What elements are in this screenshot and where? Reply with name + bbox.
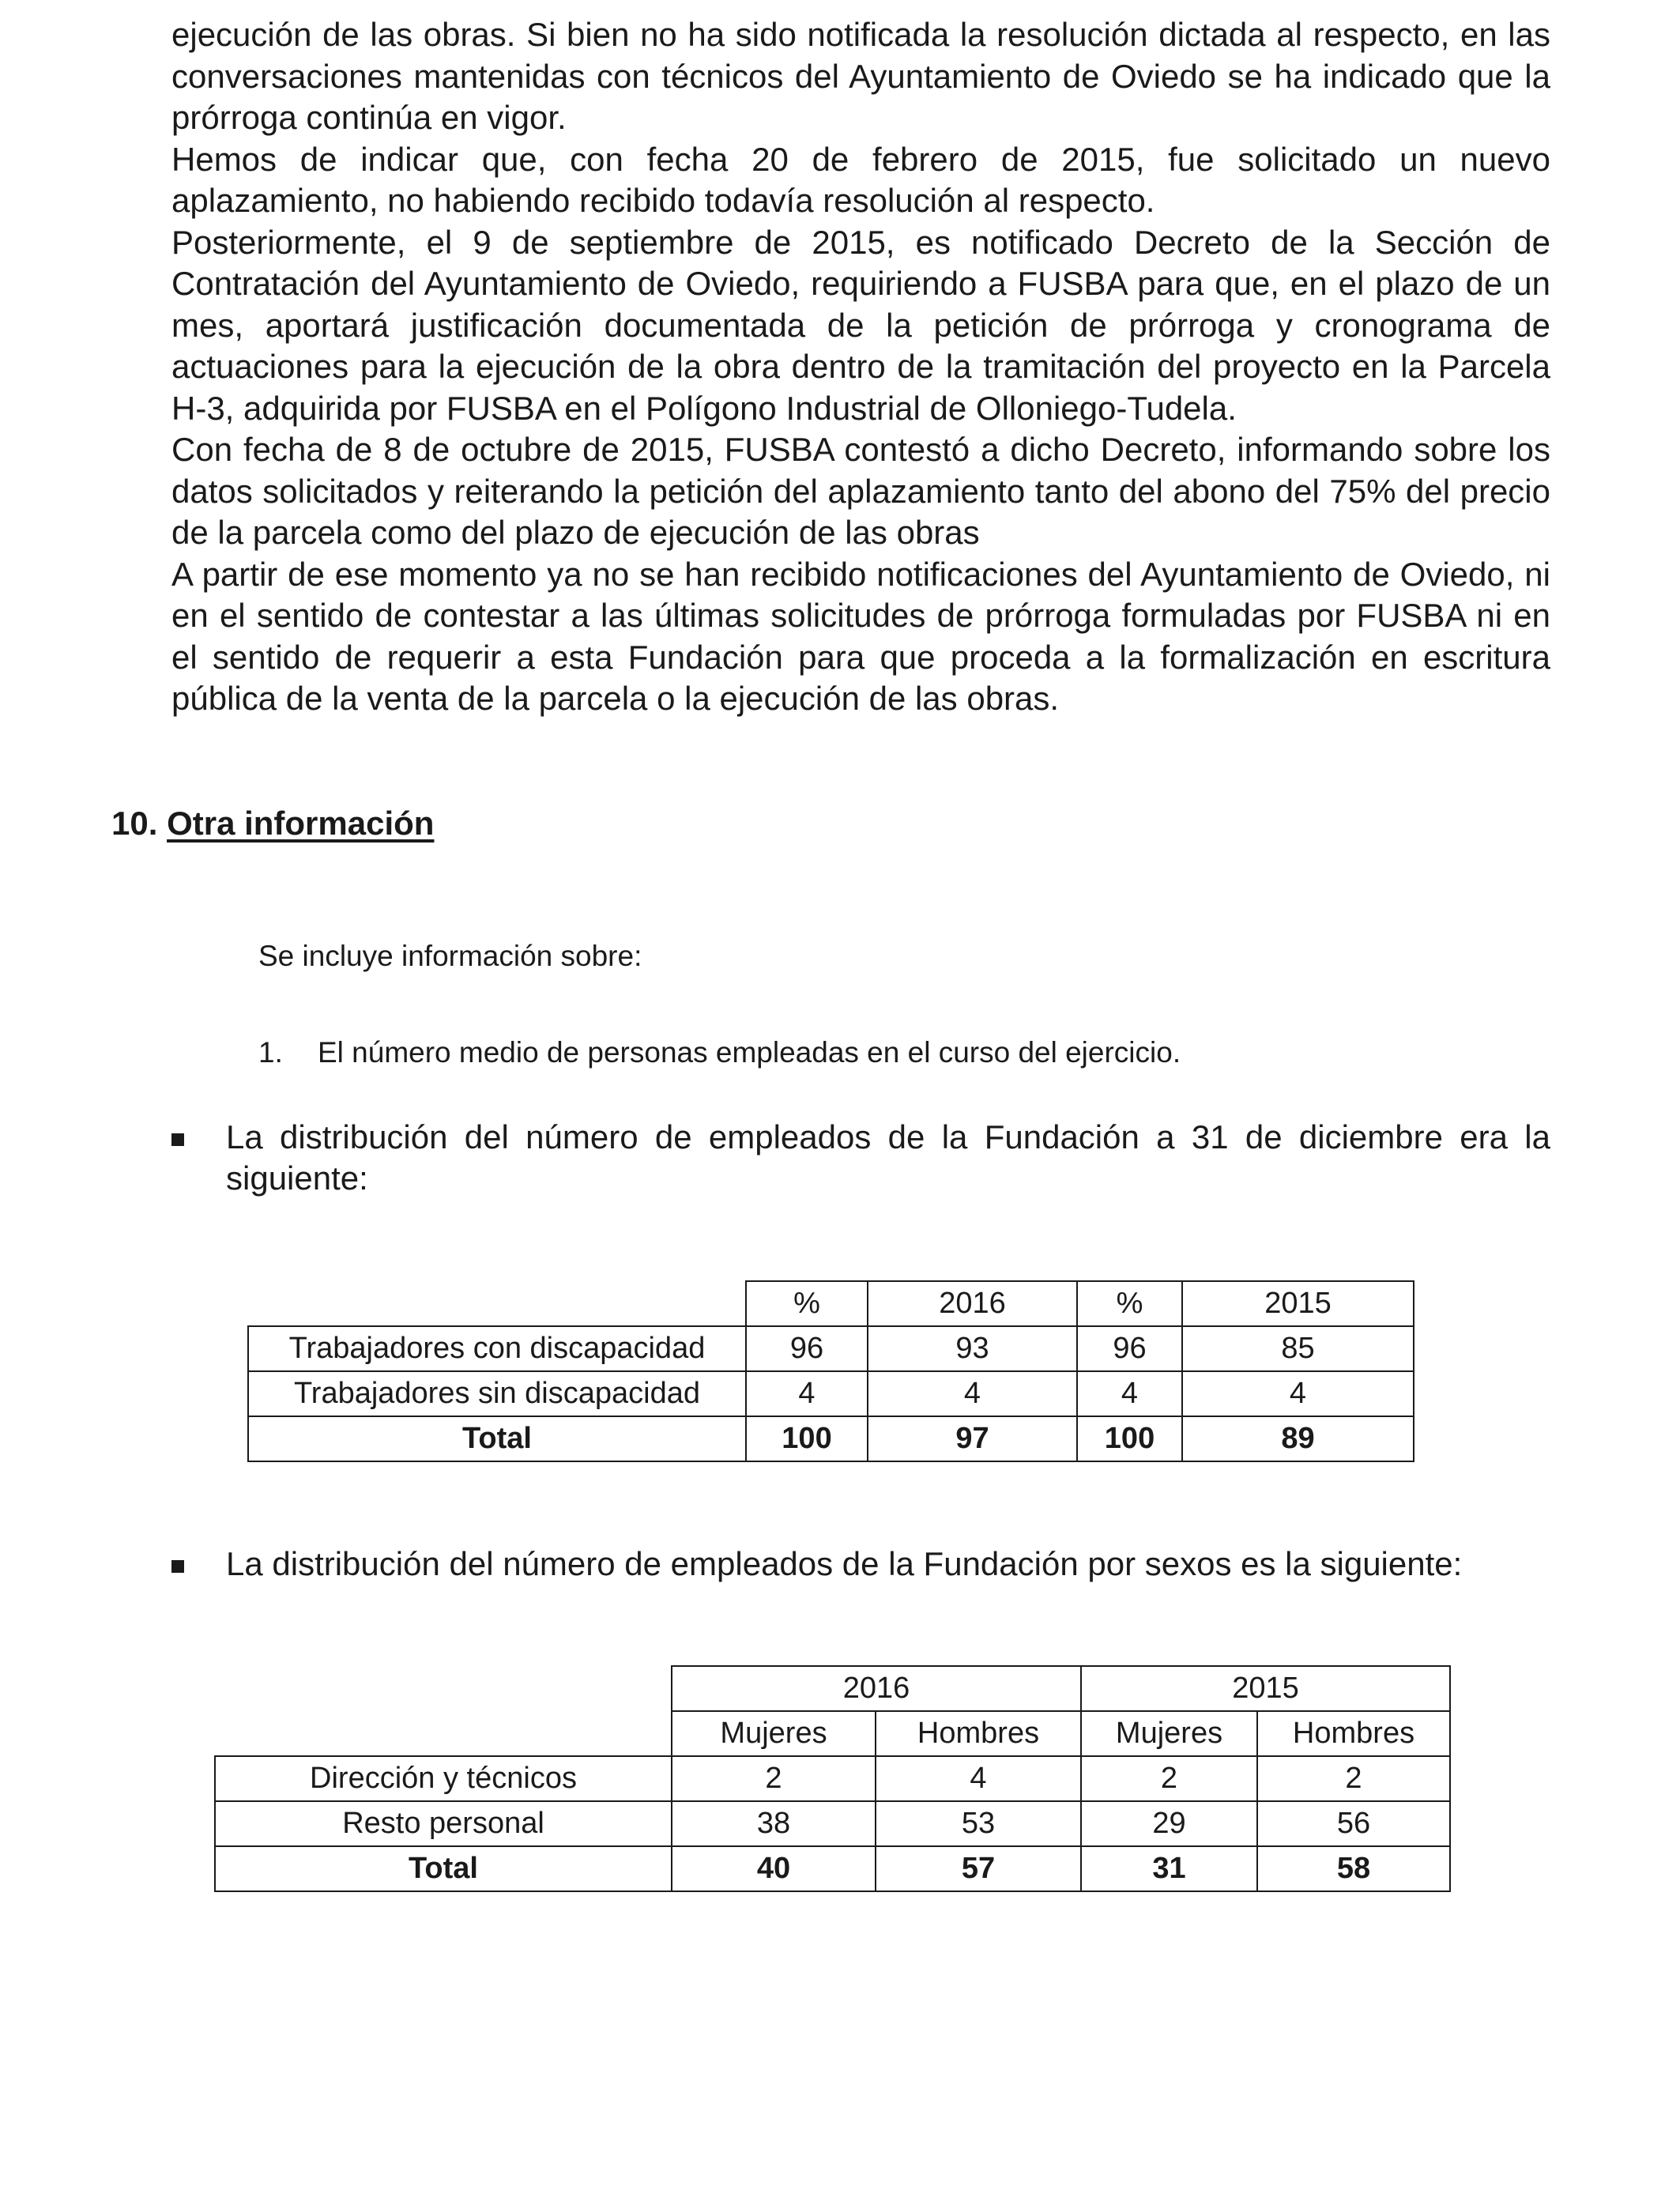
paragraph: Con fecha de 8 de octubre de 2015, FUSBA contestó a dicho Decreto, informando sobre los datos solicitados y reiterando la petición del aplazamiento tanto del abono del 75% del precio de la parcela como del plazo de ejecución de las obras xyxy=(171,431,1550,551)
cell: 4 xyxy=(876,1756,1081,1801)
bullet-text: La distribución del número de empleados de la Fundación a 31 de diciembre era la siguiente: xyxy=(226,1118,1550,1197)
cell: 93 xyxy=(868,1326,1077,1371)
square-bullet-icon xyxy=(171,1560,184,1573)
table-row xyxy=(215,1756,1450,1801)
column-header: % xyxy=(1077,1281,1182,1326)
cell: 97 xyxy=(868,1416,1077,1461)
cell: 31 xyxy=(1081,1846,1257,1891)
cell: 2 xyxy=(672,1756,876,1801)
total-row xyxy=(248,1416,1414,1461)
employees-disability-table xyxy=(247,1280,1414,1462)
column-header: 2016 xyxy=(868,1281,1077,1326)
cell: 2 xyxy=(1257,1756,1450,1801)
column-header: Hombres xyxy=(876,1711,1081,1756)
paragraph: Hemos de indicar que, con fecha 20 de febrero de 2015, fue solicitado un nuevo aplazamiento, no habiendo recibido todavía resolución al respecto. xyxy=(171,140,1550,219)
row-label: Total xyxy=(215,1846,672,1891)
bullet-item xyxy=(171,1544,1550,1585)
paragraph: Posteriormente, el 9 de septiembre de 2015, es notificado Decreto de la Sección de Contratación del Ayuntamiento de Oviedo, requiriendo a FUSBA para que, en el plazo de un mes, aportará justificación documentada de la petición de prórroga y cronograma de actuaciones para la ejecución de la obra dentro de la tramitación del proyecto en la Parcela H-3, adquirida por FUSBA en el Polígono Industrial de Olloniego-Tudela. xyxy=(171,223,1550,427)
row-label: Trabajadores con discapacidad xyxy=(248,1326,746,1371)
column-header: Mujeres xyxy=(672,1711,876,1756)
body-text xyxy=(171,14,1550,720)
cell: 96 xyxy=(746,1326,868,1371)
column-header: 2015 xyxy=(1182,1281,1414,1326)
list-text: El número medio de personas empleadas en el curso del ejercicio. xyxy=(318,1036,1181,1069)
cell: 40 xyxy=(672,1846,876,1891)
cell: 89 xyxy=(1182,1416,1414,1461)
cell: 38 xyxy=(672,1801,876,1846)
cell: 4 xyxy=(746,1371,868,1416)
paragraph: A partir de ese momento ya no se han recibido notificaciones del Ayuntamiento de Oviedo, ni en el sentido de contestar a las últimas solicitudes de prórroga formuladas por FUSBA ni en el sentido de requerir a esta Fundación para que proceda a la formalización en escritura pública de la venta de la parcela o la ejecución de las obras. xyxy=(171,555,1550,717)
list-number: 1. xyxy=(258,1036,283,1069)
cell: 58 xyxy=(1257,1846,1450,1891)
bullet-text: La distribución del número de empleados de la Fundación por sexos es la siguiente: xyxy=(226,1545,1463,1582)
cell: 2 xyxy=(1081,1756,1257,1801)
column-header: % xyxy=(746,1281,868,1326)
section-title: Otra información xyxy=(167,805,435,842)
year-header: 2015 xyxy=(1081,1666,1450,1711)
cell: 85 xyxy=(1182,1326,1414,1371)
square-bullet-icon xyxy=(171,1133,184,1146)
column-header: Mujeres xyxy=(1081,1711,1257,1756)
row-label: Resto personal xyxy=(215,1801,672,1846)
paragraph: ejecución de las obras. Si bien no ha sido notificada la resolución dictada al respecto, en las conversaciones mantenidas con técnicos del Ayuntamiento de Oviedo se ha indicado que la prórroga continúa en vigor. xyxy=(171,16,1550,136)
column-header: Hombres xyxy=(1257,1711,1450,1756)
list-item xyxy=(258,1034,1181,1072)
cell: 29 xyxy=(1081,1801,1257,1846)
cell: 53 xyxy=(876,1801,1081,1846)
cell: 4 xyxy=(868,1371,1077,1416)
table-row xyxy=(215,1801,1450,1846)
table-row xyxy=(248,1326,1414,1371)
section-heading xyxy=(111,803,434,844)
employees-sex-table xyxy=(214,1665,1451,1892)
table-row xyxy=(248,1371,1414,1416)
cell: 4 xyxy=(1182,1371,1414,1416)
bullet-item xyxy=(171,1117,1550,1199)
row-label: Trabajadores sin discapacidad xyxy=(248,1371,746,1416)
cell: 100 xyxy=(746,1416,868,1461)
section-number: 10. xyxy=(111,805,158,842)
cell: 56 xyxy=(1257,1801,1450,1846)
row-label: Total xyxy=(248,1416,746,1461)
cell: 96 xyxy=(1077,1326,1182,1371)
cell: 4 xyxy=(1077,1371,1182,1416)
cell: 100 xyxy=(1077,1416,1182,1461)
total-row xyxy=(215,1846,1450,1891)
cell: 57 xyxy=(876,1846,1081,1891)
year-header: 2016 xyxy=(672,1666,1081,1711)
intro-text: Se incluye información sobre: xyxy=(258,940,642,972)
row-label: Dirección y técnicos xyxy=(215,1756,672,1801)
